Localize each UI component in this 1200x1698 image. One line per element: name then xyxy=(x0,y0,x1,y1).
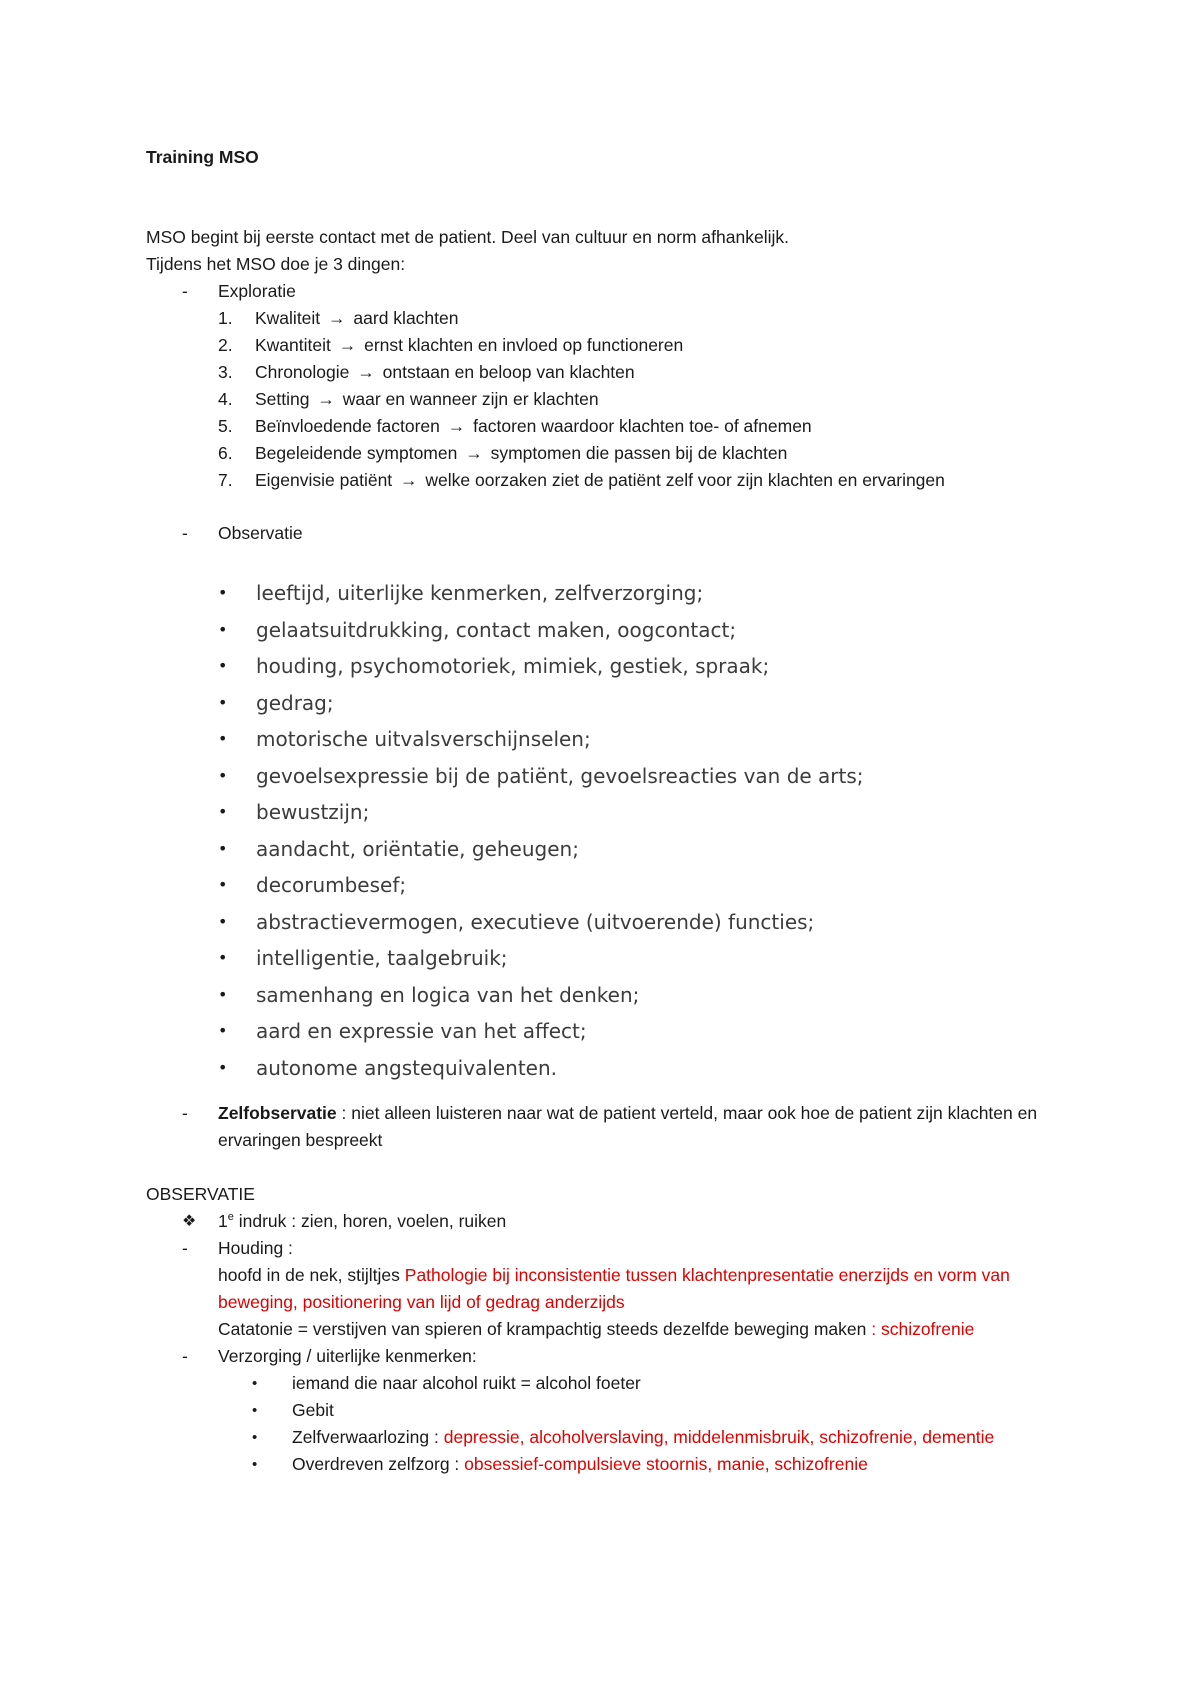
observatie-item-text: leeftijd, uiterlijke kenmerken, zelfverzorging; xyxy=(256,581,704,605)
verzorging-label: Verzorging / uiterlijke kenmerken: xyxy=(218,1346,477,1366)
list-item xyxy=(146,467,1066,494)
verzorging-item xyxy=(146,1343,1066,1370)
arrow-right-icon: → xyxy=(447,416,466,436)
observatie-item-text: bewustzijn; xyxy=(256,800,370,824)
item-number: 3. xyxy=(218,362,233,382)
list-item xyxy=(146,867,1066,904)
item-desc: ontstaan en beloop van klachten xyxy=(382,362,635,382)
intro-line: Tijdens het MSO doe je 3 dingen: xyxy=(146,254,406,274)
bullet-icon: • xyxy=(252,1429,258,1446)
zelfobservatie-label: Zelfobservatie xyxy=(218,1103,337,1123)
item-number: 4. xyxy=(218,389,233,409)
item-number: 5. xyxy=(218,416,233,436)
intro-line: MSO begint bij eerste contact met de patient. Deel van cultuur en norm afhankelijk. xyxy=(146,227,789,247)
bullet-icon: • xyxy=(218,1057,228,1077)
observatie-item-text: motorische uitvalsverschijnselen; xyxy=(256,727,591,751)
list-item xyxy=(146,758,1066,795)
item-desc: factoren waardoor klachten toe- of afnemen xyxy=(473,416,812,436)
item-term: Kwantiteit xyxy=(255,335,331,355)
observatie-item-text: intelligentie, taalgebruik; xyxy=(256,946,508,970)
list-item xyxy=(146,440,1066,467)
list-item xyxy=(146,1013,1066,1050)
bullet-icon: • xyxy=(252,1456,258,1473)
item-term: Eigenvisie patiënt xyxy=(255,470,393,490)
item-desc: aard klachten xyxy=(353,308,459,328)
list-item xyxy=(146,904,1066,941)
observatie-item-text: aard en expressie van het affect; xyxy=(256,1019,587,1043)
list-item xyxy=(146,1370,1066,1397)
observatie-label: Observatie xyxy=(218,523,303,543)
bullet-icon: • xyxy=(218,729,228,748)
observatie-item-text: decorumbesef; xyxy=(256,873,407,897)
bullet-icon: • xyxy=(218,984,228,1004)
eerste-indruk-item xyxy=(146,1208,1066,1235)
bullet-icon: • xyxy=(218,1021,228,1040)
observatie-item-text: abstractievermogen, executieve (uitvoerende) functies; xyxy=(256,909,815,934)
verzorging-list xyxy=(146,1370,1066,1478)
spacer xyxy=(146,547,1066,575)
houding-label: Houding : xyxy=(218,1238,293,1258)
item-red-text: depressie, alcoholverslaving, middelenmisbruik, schizofrenie, dementie xyxy=(443,1427,995,1447)
bullet-icon: • xyxy=(252,1375,258,1392)
houding-red-text: Pathologie bij inconsistentie tussen klachtenpresentatie enerzijds en vorm van beweging, positionering van lijd of gedrag anderzijds xyxy=(218,1265,1010,1312)
bullet-icon: • xyxy=(218,802,228,821)
list-item xyxy=(146,685,1066,722)
list-item xyxy=(146,721,1066,758)
document-page xyxy=(146,144,1066,1478)
bullet-icon: • xyxy=(218,838,228,858)
item-desc: symptomen die passen bij de klachten xyxy=(490,443,788,463)
dash-marker: - xyxy=(182,1346,188,1366)
list-item xyxy=(146,794,1066,831)
observatie-item-text: gelaatsuitdrukking, contact maken, oogcontact; xyxy=(256,617,737,642)
bullet-icon: • xyxy=(218,692,228,712)
item-term: Setting xyxy=(255,389,310,409)
arrow-right-icon: → xyxy=(328,308,346,328)
observatie-item-text: houding, psychomotoriek, mimiek, gestiek, spraak; xyxy=(256,654,770,678)
bullet-icon: • xyxy=(252,1402,258,1419)
item-term: Beïnvloedende factoren xyxy=(255,416,440,436)
item-desc: welke oorzaken ziet de patiënt zelf voor zijn klachten en ervaringen xyxy=(425,470,945,490)
list-item xyxy=(146,305,1066,332)
houding-line xyxy=(218,1262,1066,1316)
list-item xyxy=(146,332,1066,359)
observatie-item-text: gevoelsexpressie bij de patiënt, gevoelsreacties van de arts; xyxy=(256,763,864,788)
catatonie-line xyxy=(218,1316,1066,1343)
observatie-heading xyxy=(146,520,1066,547)
list-item xyxy=(146,831,1066,868)
eerste-indruk-num: 1 xyxy=(218,1211,228,1231)
zelfobservatie-paragraph xyxy=(146,1100,1066,1154)
exploratie-label: Exploratie xyxy=(218,281,296,301)
bullet-icon: • xyxy=(218,765,228,785)
item-number: 6. xyxy=(218,443,233,463)
item-black-text: Gebit xyxy=(292,1400,334,1420)
dash-marker: - xyxy=(182,1103,188,1123)
diamond-bullet-icon: ❖ xyxy=(182,1213,197,1230)
arrow-right-icon: → xyxy=(357,362,375,382)
item-black-text: Zelfverwaarlozing : xyxy=(292,1427,444,1447)
list-item xyxy=(146,1424,1066,1451)
item-term: Chronologie xyxy=(255,362,350,382)
item-number: 7. xyxy=(218,470,233,490)
list-item xyxy=(146,1397,1066,1424)
observatie-item-text: gedrag; xyxy=(256,690,334,715)
houding-black-text: hoofd in de nek, stijltjes xyxy=(218,1265,405,1285)
list-item xyxy=(146,1050,1066,1087)
item-number: 2. xyxy=(218,335,233,355)
catatonie-red-text: : schizofrenie xyxy=(871,1319,975,1339)
bullet-icon: • xyxy=(218,911,228,931)
observatie-item-text: aandacht, oriëntatie, geheugen; xyxy=(256,836,579,861)
eerste-indruk-text: indruk : zien, horen, voelen, ruiken xyxy=(233,1211,507,1231)
document-title: Training MSO xyxy=(146,147,259,167)
item-term: Kwaliteit xyxy=(255,308,321,328)
item-red-text: obsessief-compulsieve stoornis, manie, schizofrenie xyxy=(464,1454,868,1474)
list-item xyxy=(146,612,1066,649)
list-item xyxy=(146,648,1066,685)
superscript: e xyxy=(227,1211,234,1224)
bullet-icon: • xyxy=(218,619,228,639)
observatie-list xyxy=(146,575,1066,1086)
bullet-icon: • xyxy=(218,948,228,967)
item-desc: ernst klachten en invloed op functioneren xyxy=(364,335,684,355)
list-item xyxy=(146,359,1066,386)
list-item xyxy=(146,1451,1066,1478)
list-item xyxy=(146,977,1066,1014)
list-item xyxy=(146,940,1066,977)
zelfobservatie-text: : niet alleen luisteren naar wat de patient verteld, maar ook hoe de patient zijn klachten en ervaringen bespreekt xyxy=(218,1103,1038,1150)
spacer xyxy=(146,494,1066,520)
dash-marker: - xyxy=(182,281,188,301)
item-term: Begeleidende symptomen xyxy=(255,443,458,463)
dash-marker: - xyxy=(182,523,188,543)
dash-marker: - xyxy=(182,1238,188,1258)
item-black-text: iemand die naar alcohol ruikt = alcohol foeter xyxy=(292,1373,641,1393)
observatie-item-text: autonome angstequivalenten. xyxy=(256,1055,557,1080)
exploratie-heading xyxy=(146,278,1066,305)
exploratie-list xyxy=(146,305,1066,494)
bullet-icon: • xyxy=(218,583,228,602)
item-desc: waar en wanneer zijn er klachten xyxy=(342,389,599,409)
arrow-right-icon: → xyxy=(338,335,357,355)
list-item xyxy=(146,413,1066,440)
item-black-text: Overdreven zelfzorg : xyxy=(292,1454,465,1474)
section-heading: OBSERVATIE xyxy=(146,1184,255,1204)
arrow-right-icon: → xyxy=(317,389,335,409)
arrow-right-icon: → xyxy=(465,443,483,463)
item-number: 1. xyxy=(218,308,233,328)
observatie-item-text: samenhang en logica van het denken; xyxy=(256,982,640,1007)
arrow-right-icon: → xyxy=(400,470,418,490)
list-item xyxy=(146,575,1066,612)
bullet-icon: • xyxy=(218,875,228,894)
houding-item xyxy=(146,1235,1066,1343)
bullet-icon: • xyxy=(218,656,228,675)
catatonie-black-text: Catatonie = verstijven van spieren of krampachtig steeds dezelfde beweging maken xyxy=(218,1319,872,1339)
list-item xyxy=(146,386,1066,413)
